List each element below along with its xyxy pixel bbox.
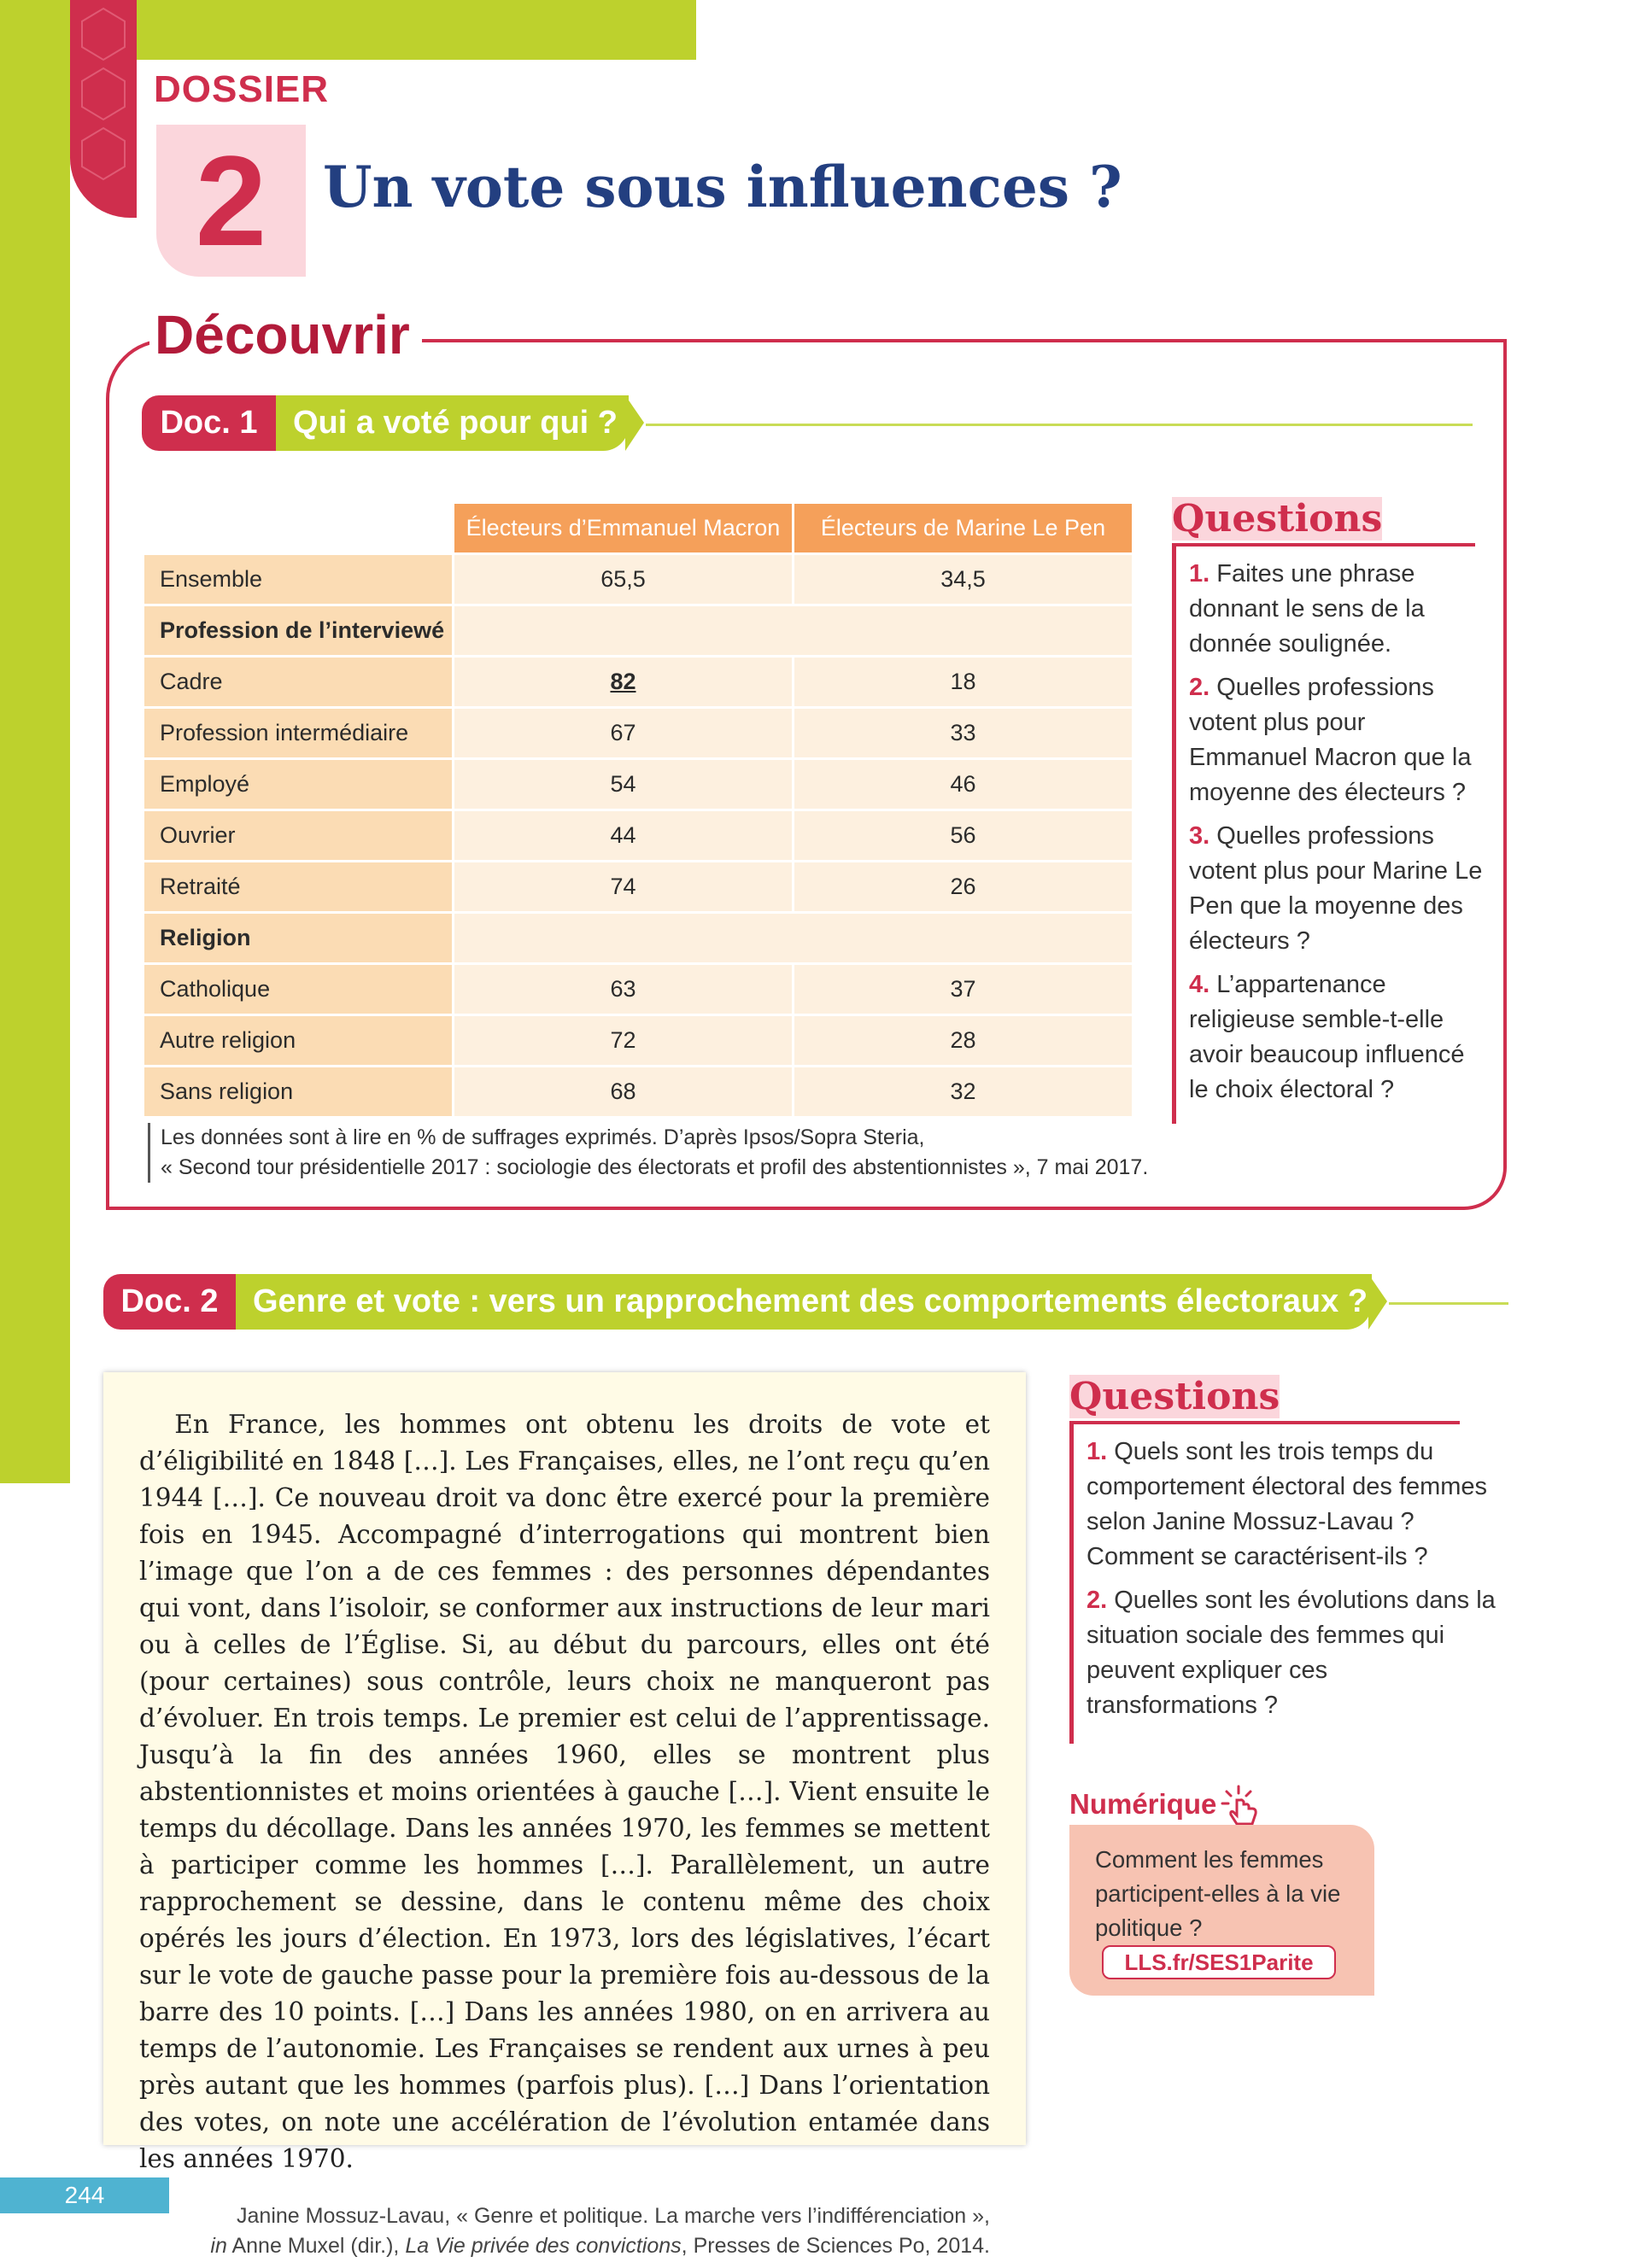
table-row: [144, 964, 1133, 1015]
doc2-tag-arrow: [1368, 1274, 1387, 1330]
questions-heading-text: Questions: [1069, 1375, 1280, 1418]
question-item: [1189, 819, 1484, 959]
page-number: 244: [0, 2177, 169, 2213]
doc1-source: [148, 1123, 1148, 1183]
macron-value: 67: [454, 708, 794, 759]
lepen-value: 32: [794, 1067, 1133, 1118]
numerique-label: Numérique: [1069, 1788, 1217, 1820]
numerique-link[interactable]: LLS.fr/SES1Parite: [1102, 1945, 1336, 1979]
lepen-value: 33: [794, 708, 1133, 759]
row-label: Ouvrier: [144, 810, 454, 862]
question-text: Quelles professions votent plus pour Marine Le Pen que la moyenne des électeurs ?: [1189, 822, 1483, 955]
macron-value: 74: [454, 862, 794, 913]
empty-value: [454, 913, 1133, 964]
question-number: 1.: [1189, 560, 1210, 587]
question-item: [1189, 967, 1484, 1108]
row-label: Cadre: [144, 657, 454, 708]
underlined-value: 82: [610, 669, 636, 694]
numerique-text: Comment les femmes participent-elles à la vie politique ?: [1095, 1846, 1341, 1941]
hexagon-pattern-tab: [70, 0, 137, 218]
table-row: [144, 810, 1133, 862]
table-row: [144, 759, 1133, 810]
macron-value-cell: [454, 657, 794, 708]
doc1-rule: [646, 424, 1473, 426]
top-color-bar: [132, 0, 696, 60]
questions-heading-text: Questions: [1172, 497, 1383, 541]
lepen-value: 34,5: [794, 554, 1133, 605]
doc1-tag-arrow: [625, 395, 644, 451]
macron-value: 65,5: [454, 554, 794, 605]
table-header-row: [144, 503, 1133, 554]
lepen-value: 37: [794, 964, 1133, 1015]
questions-list: [1086, 1435, 1505, 1732]
citation-line: Janine Mossuz-Lavau, « Genre et politique. La marche vers l’indifférenciation »,: [237, 2204, 990, 2228]
lepen-value: 46: [794, 759, 1133, 810]
question-item: [1086, 1435, 1505, 1575]
table-row: [144, 1015, 1133, 1067]
table-corner-cell: [144, 503, 454, 554]
macron-value: 44: [454, 810, 794, 862]
question-number: 2.: [1189, 674, 1210, 701]
citation-publisher: , Presses de Sciences Po, 2014.: [681, 2234, 990, 2258]
question-number: 1.: [1086, 1438, 1108, 1465]
question-item: [1086, 1583, 1505, 1723]
column-header-macron: Électeurs d’Emmanuel Macron: [454, 503, 794, 554]
row-label: Autre religion: [144, 1015, 454, 1067]
doc2-tag: Doc. 2: [103, 1274, 236, 1330]
table-row: [144, 554, 1133, 605]
dossier-label: DOSSIER: [154, 68, 330, 110]
page-title: Un vote sous influences ?: [323, 154, 1122, 220]
questions-list: [1189, 557, 1484, 1116]
doc2-title: Genre et vote : vers un rapprochement des comportements électoraux ?: [236, 1274, 1372, 1330]
macron-value: 54: [454, 759, 794, 810]
question-text: Quelles sont les évolutions dans la situation sociale des femmes qui peuvent expliquer ces transformations ?: [1086, 1587, 1496, 1719]
row-label: Ensemble: [144, 554, 454, 605]
question-item: [1189, 557, 1484, 662]
hexagon-pattern-icon: [70, 0, 137, 218]
row-category-label: Profession de l’interviewé: [144, 605, 454, 657]
source-line: Les données sont à lire en % de suffrages exprimés. D’après Ipsos/Sopra Steria,: [161, 1125, 925, 1149]
macron-value: 63: [454, 964, 794, 1015]
macron-value: 72: [454, 1015, 794, 1067]
source-line: « Second tour présidentielle 2017 : sociologie des électorats et profil des abstentionnistes », 7 mai 2017.: [161, 1155, 1149, 1179]
doc2-paragraph: En France, les hommes ont obtenu les droits de vote et d’éligibilité en 1848 […]. Les Françaises, elles, ne l’ont reçu qu’en 1944 […]. Ce nouveau droit va donc être exercé pour la première fois en 1945. Accompagné d’interrogations qui montrent bien l’image que l’on a de ces femmes : des personnes dépendantes qui vont, dans l’isoloir, se conformer aux instructions de leur mari ou à celles de l’Église. Si, au début du parcours, elles ont été (pour certaines) sous contrôle, leurs choix ne manqueront pas d’évoluer. En trois temps. Le premier est celui de l’apprentissage. Jusqu’à la fin des années 1960, elles se montrent plus abstentionnistes et moins orientées à gauche […]. Vient ensuite le temps du décollage. Dans les années 1970, les femmes se mettent à participer comme les hommes […]. Parallèlement, un autre rapprochement se dessine, dans le contenu même des choix opérés les jours d’élection. En 1973, lors des législatives, l’écart sur le vote de gauche passe pour la première fois au-dessous de la barre des 10 points. […] Dans les années 1980, on en arrivera au temps de l’autonomie. Les Françaises se rendent aux urnes à peu près autant que les hommes (parfois plus). […] Dans l’orientation des votes, on note une accélération de l’évolution entamée dans les années 1970.: [139, 1410, 990, 2173]
question-number: 2.: [1086, 1587, 1108, 1614]
citation-line-2: [139, 2231, 990, 2261]
pointer-click-icon: [1220, 1783, 1266, 1829]
lepen-value: 56: [794, 810, 1133, 862]
row-label: Retraité: [144, 862, 454, 913]
doc2-citation: [139, 2201, 990, 2261]
doc1-tag: Doc. 1: [142, 395, 276, 451]
doc1-title: Qui a voté pour qui ?: [276, 395, 629, 451]
citation-author: Anne Muxel (dir.),: [226, 2234, 406, 2258]
row-label: Sans religion: [144, 1067, 454, 1118]
table-row: [144, 708, 1133, 759]
section-title: Découvrir: [149, 303, 422, 366]
questions-heading: [1069, 1375, 1280, 1418]
doc2-text-box: [103, 1372, 1026, 2258]
table-row: [144, 605, 1133, 657]
row-label: Employé: [144, 759, 454, 810]
question-text: Faites une phrase donnant le sens de la donnée soulignée.: [1189, 560, 1425, 658]
question-item: [1189, 670, 1484, 810]
question-text: L’appartenance religieuse semble-t-elle avoir beaucoup influencé le choix électoral ?: [1189, 971, 1465, 1103]
citation-book: La Vie privée des convictions: [405, 2234, 682, 2258]
table-row: [144, 1067, 1133, 1118]
table-row: [144, 862, 1133, 913]
row-label: Catholique: [144, 964, 454, 1015]
question-number: 4.: [1189, 971, 1210, 998]
column-header-lepen: Électeurs de Marine Le Pen: [794, 503, 1133, 554]
table-row: [144, 913, 1133, 964]
table-row: [144, 657, 1133, 708]
citation-in: in: [210, 2234, 227, 2258]
vote-table: [142, 501, 1134, 1119]
question-number: 3.: [1189, 822, 1210, 850]
lepen-value: 28: [794, 1015, 1133, 1067]
empty-value: [454, 605, 1133, 657]
left-color-band: [0, 0, 70, 1483]
lepen-value: 26: [794, 862, 1133, 913]
question-text: Quels sont les trois temps du comportement électoral des femmes selon Janine Mossuz-Lavau ? Comment se caractérisent-ils ?: [1086, 1438, 1488, 1570]
row-label: Profession intermédiaire: [144, 708, 454, 759]
doc2-rule: [1389, 1302, 1508, 1305]
questions-heading: [1172, 497, 1382, 541]
dossier-number: 2: [195, 128, 267, 272]
row-category-label: Religion: [144, 913, 454, 964]
macron-value: 68: [454, 1067, 794, 1118]
question-text: Quelles professions votent plus pour Emmanuel Macron que la moyenne des électeurs ?: [1189, 674, 1472, 806]
lepen-value: 18: [794, 657, 1133, 708]
